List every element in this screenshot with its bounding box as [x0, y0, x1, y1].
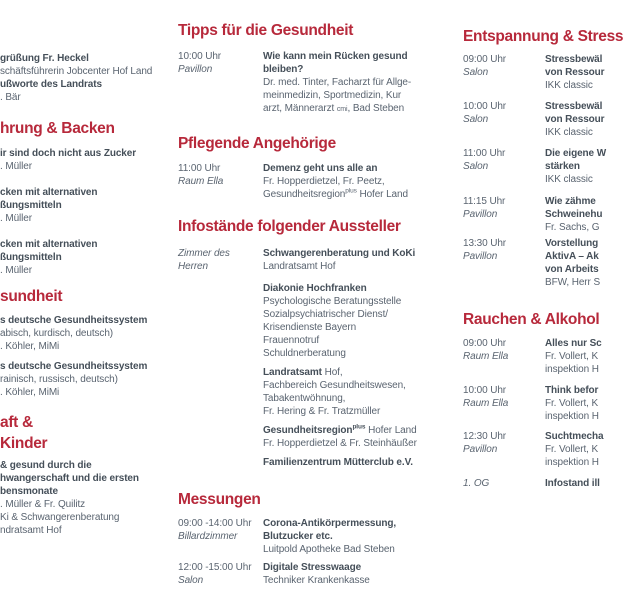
schedule-entry: [463, 237, 603, 289]
section-heading-line: Tipps für die Gesundheit: [178, 22, 354, 39]
entry-line: Fachbereich Gesundheitswesen,: [263, 380, 406, 391]
schedule-entry: [178, 50, 432, 116]
entry-line: IKK classic: [545, 174, 593, 185]
entry-line: [263, 424, 432, 437]
entry-line: Fr. Hering & Fr. Tratzmüller: [263, 406, 381, 417]
section-heading-line: sundheit: [0, 288, 63, 305]
schedule-entry: [463, 337, 603, 376]
entry-time: 09:00 Uhr: [463, 54, 507, 65]
entry-room: Herren: [178, 261, 208, 272]
entry-line: Blutzucker etc.: [263, 531, 333, 542]
section-heading-line: Kinder: [0, 435, 48, 452]
entry-line-part: plus: [345, 187, 357, 195]
column-middle: [178, 0, 432, 600]
schedule-entry: [463, 384, 603, 423]
schedule-entry: [463, 477, 603, 490]
entry-line: Fr. Hopperdietzel & Fr. Steinhäußer: [263, 438, 417, 449]
entry-line: Diakonie Hochfranken: [263, 283, 367, 294]
entry-line: Alles nur Sc: [545, 338, 602, 349]
schedule-entry: [178, 162, 432, 201]
entry-time-cell: [463, 237, 545, 263]
entry-line: . Köhler, MiMi: [0, 341, 60, 352]
entry-time: 09:00 Uhr: [463, 338, 507, 349]
entry-description: [545, 477, 603, 490]
entry-room: Pavillon: [463, 209, 498, 220]
section-heading-line: Rauchen & Alkohol: [463, 311, 600, 328]
entry-room: Salon: [463, 67, 489, 78]
entry-time-cell: [178, 561, 263, 587]
entry-description: [263, 517, 432, 556]
schedule-entry: [0, 314, 162, 353]
entry-line: ßungsmitteln: [0, 252, 62, 263]
entry-line: Stressbewäl: [545, 54, 603, 65]
schedule-entry: [0, 360, 162, 399]
section-heading: [178, 133, 336, 154]
entry-room: Zimmer des: [178, 248, 230, 259]
entry-line: ußworte des Landrats: [0, 79, 102, 90]
entry-line: Vorstellung: [545, 238, 599, 249]
section-heading: [178, 216, 401, 237]
entry-line: Die eigene W: [545, 148, 607, 159]
entry-line-part: Gesundheitsregion: [263, 425, 353, 436]
entry-line: von Ressour: [545, 67, 605, 78]
section-heading-line: aft &: [0, 414, 33, 431]
entry-time-cell: [463, 53, 545, 79]
entry-line: Stressbewäl: [545, 101, 603, 112]
entry-line-part: Landratsamt: [263, 367, 322, 378]
entry-line: . Müller: [0, 161, 32, 172]
entry-line: Tabakentwöhnung,: [263, 393, 346, 404]
entry-line-part: Hofer Land: [356, 189, 408, 200]
section-heading-line: hrung & Backen: [0, 120, 115, 137]
schedule-entry: [0, 147, 162, 173]
entry-time-cell: [178, 247, 263, 273]
entry-line: schäftsführerin Jobcenter Hof Land: [0, 66, 153, 77]
entry-line: Sozialpsychiatrischer Dienst/: [263, 309, 388, 320]
schedule-entry: [0, 459, 162, 537]
entry-line: BFW, Herr S: [545, 277, 601, 288]
entry-line: Wie zähme: [545, 196, 596, 207]
entry-line: Frauennotruf: [263, 335, 320, 346]
entry-line: . Köhler, MiMi: [0, 387, 60, 398]
entry-line: bensmonate: [0, 486, 58, 497]
entry-description: [545, 237, 603, 289]
schedule-entry: [178, 247, 432, 273]
section-heading: [0, 412, 47, 454]
entry-line: AktivA – Ak: [545, 251, 599, 262]
entry-description: [263, 162, 432, 201]
column-left: [0, 0, 162, 600]
entry-line: Landratsamt Hof: [263, 261, 336, 272]
entry-line: Wie kann mein Rücken gesund: [263, 51, 408, 62]
entry-line-part: cmi: [336, 106, 348, 113]
entry-time: 11:00 Uhr: [178, 163, 221, 174]
entry-line: IKK classic: [545, 127, 593, 138]
entry-room: Salon: [463, 114, 489, 125]
entry-description: [263, 366, 432, 418]
entry-line: Ki & Schwangerenberatung: [0, 512, 120, 523]
entry-time: 11:15 Uhr: [463, 196, 506, 207]
entry-room: Salon: [178, 575, 204, 586]
entry-description: [263, 561, 432, 587]
entry-line: . Müller: [0, 265, 32, 276]
schedule-entry: [178, 424, 432, 450]
entry-time-cell: [463, 195, 545, 221]
entry-line: stärken: [545, 161, 580, 172]
entry-time: 12:00 -15:00 Uhr: [178, 562, 252, 573]
entry-time-cell: [178, 517, 263, 543]
entry-line: Psychologische Beratungsstelle: [263, 296, 402, 307]
entry-description: [545, 337, 603, 376]
entry-room: Billardzimmer: [178, 531, 238, 542]
entry-description: [0, 52, 162, 104]
entry-line: meinmedizin, Sportmedizin, Kur: [263, 90, 402, 101]
entry-line: cken mit alternativen: [0, 239, 98, 250]
schedule-entry: [463, 53, 603, 92]
entry-line: Krisendienste Bayern: [263, 322, 357, 333]
entry-time: 12:30 Uhr: [463, 431, 507, 442]
entry-line: abisch, kurdisch, deutsch): [0, 328, 114, 339]
entry-line-part: Hof,: [321, 367, 343, 378]
entry-line: & gesund durch die: [0, 460, 92, 471]
section-heading: [0, 286, 62, 307]
entry-line: ßungsmitteln: [0, 200, 62, 211]
schedule-entry: [463, 195, 603, 234]
schedule-entry: [178, 517, 432, 556]
entry-line: rainisch, russisch, deutsch): [0, 374, 118, 385]
entry-room: Pavillon: [178, 64, 213, 75]
entry-line-part: plus: [352, 423, 366, 431]
section-heading: [178, 489, 261, 510]
entry-line: von Ressour: [545, 114, 605, 125]
entry-description: [263, 247, 432, 273]
entry-description: [0, 360, 162, 399]
schedule-entry: [178, 366, 432, 418]
entry-description: [0, 459, 162, 537]
section-heading-line: Entspannung & Stress: [463, 28, 623, 45]
entry-line: cken mit alternativen: [0, 187, 98, 198]
entry-time: 13:30 Uhr: [463, 238, 507, 249]
entry-description: [0, 314, 162, 353]
entry-line: Demenz geht uns alle an: [263, 163, 378, 174]
entry-time-cell: [463, 430, 545, 456]
entry-time-cell: [463, 384, 545, 410]
entry-line: Digitale Stresswaage: [263, 562, 362, 573]
entry-line: hwangerschaft und die ersten: [0, 473, 139, 484]
section-heading: [463, 309, 599, 330]
entry-line: Infostand ill: [545, 478, 600, 489]
entry-line-part: Gesundheitsregion: [263, 189, 346, 200]
entry-line: inspektion H: [545, 411, 599, 422]
section-heading-line: Infostände folgender Aussteller: [178, 218, 401, 235]
entry-line: ndratsamt Hof: [0, 525, 62, 536]
schedule-entry: [463, 430, 603, 469]
entry-line: Schuldnerberatung: [263, 348, 346, 359]
entry-room: Pavillon: [463, 251, 498, 262]
entry-room: Pavillon: [463, 444, 498, 455]
entry-line: grüßung Fr. Heckel: [0, 53, 89, 64]
column-right: [463, 0, 623, 600]
entry-line: Luitpold Apotheke Bad Steben: [263, 544, 395, 555]
entry-line: Dr. med. Tinter, Facharzt für Allge-: [263, 77, 412, 88]
entry-line: inspektion H: [545, 457, 599, 468]
entry-line: Fr. Vollert, K: [545, 351, 599, 362]
entry-line: . Müller: [0, 213, 32, 224]
entry-description: [0, 147, 162, 173]
entry-line: s deutsche Gesundheitssystem: [0, 361, 148, 372]
entry-line: Corona-Antikörpermessung,: [263, 518, 397, 529]
schedule-entry: [463, 100, 603, 139]
entry-time: 10:00 Uhr: [463, 385, 507, 396]
entry-description: [545, 53, 603, 92]
schedule-entry: [0, 52, 162, 104]
entry-line: IKK classic: [545, 80, 593, 91]
entry-description: [263, 50, 432, 116]
entry-time-cell: [178, 162, 263, 188]
entry-description: [545, 195, 603, 234]
entry-time-cell: [463, 477, 545, 490]
entry-line: [263, 366, 432, 379]
entry-room: Salon: [463, 161, 489, 172]
entry-line: ir sind doch nicht aus Zucker: [0, 148, 137, 159]
entry-time-cell: [463, 337, 545, 363]
entry-line: [263, 188, 432, 201]
entry-room: 1. OG: [463, 478, 490, 489]
entry-description: [263, 424, 432, 450]
entry-time-cell: [463, 147, 545, 173]
entry-line: bleiben?: [263, 64, 304, 75]
entry-line: Schwangerenberatung und KoKi: [263, 248, 416, 259]
entry-time-cell: [463, 100, 545, 126]
section-heading: [178, 20, 353, 41]
entry-line-part: Hofer Land: [365, 425, 417, 436]
entry-room: Raum Ella: [178, 176, 224, 187]
entry-line: Familienzentrum Mütterclub e.V.: [263, 457, 413, 468]
entry-line: . Müller & Fr. Quilitz: [0, 499, 86, 510]
entry-line: inspektion H: [545, 364, 599, 375]
schedule-entry: [178, 561, 432, 587]
entry-time-cell: [178, 50, 263, 76]
entry-line: Fr. Vollert, K: [545, 398, 599, 409]
entry-description: [545, 384, 603, 423]
entry-line: Techniker Krankenkasse: [263, 575, 370, 586]
entry-line: [263, 102, 432, 116]
entry-room: Raum Ella: [463, 398, 509, 409]
entry-line: Fr. Vollert, K: [545, 444, 599, 455]
entry-line-part: , Bad Steben: [347, 103, 405, 114]
entry-time: 11:00 Uhr: [463, 148, 506, 159]
entry-line: Schweinehu: [545, 209, 603, 220]
entry-line: Suchtmecha: [545, 431, 604, 442]
entry-time: 10:00 Uhr: [178, 51, 222, 62]
entry-room: Raum Ella: [463, 351, 509, 362]
entry-time: 09:00 -14:00 Uhr: [178, 518, 252, 529]
entry-time: 10:00 Uhr: [463, 101, 507, 112]
entry-line: Think befor: [545, 385, 599, 396]
entry-description: [545, 147, 607, 186]
entry-line: Fr. Sachs, G: [545, 222, 600, 233]
section-heading: [463, 26, 623, 47]
entry-line: Fr. Hopperdietzel, Fr. Peetz,: [263, 176, 385, 187]
entry-line: s deutsche Gesundheitssystem: [0, 315, 148, 326]
entry-description: [263, 282, 432, 360]
entry-description: [263, 456, 432, 469]
entry-description: [0, 238, 162, 277]
schedule-entry: [0, 238, 162, 277]
schedule-entry: [178, 456, 432, 469]
schedule-entry: [463, 147, 607, 186]
schedule-entry: [178, 282, 432, 360]
entry-description: [0, 186, 162, 225]
entry-description: [545, 100, 603, 139]
section-heading-line: Messungen: [178, 491, 261, 508]
entry-line: . Bär: [0, 92, 21, 103]
section-heading-line: Pflegende Angehörige: [178, 135, 336, 152]
entry-description: [545, 430, 603, 469]
entry-line: von Arbeits: [545, 264, 599, 275]
schedule-entry: [0, 186, 162, 225]
section-heading: [0, 118, 115, 139]
entry-line-part: arzt, Männerarzt: [263, 103, 337, 114]
